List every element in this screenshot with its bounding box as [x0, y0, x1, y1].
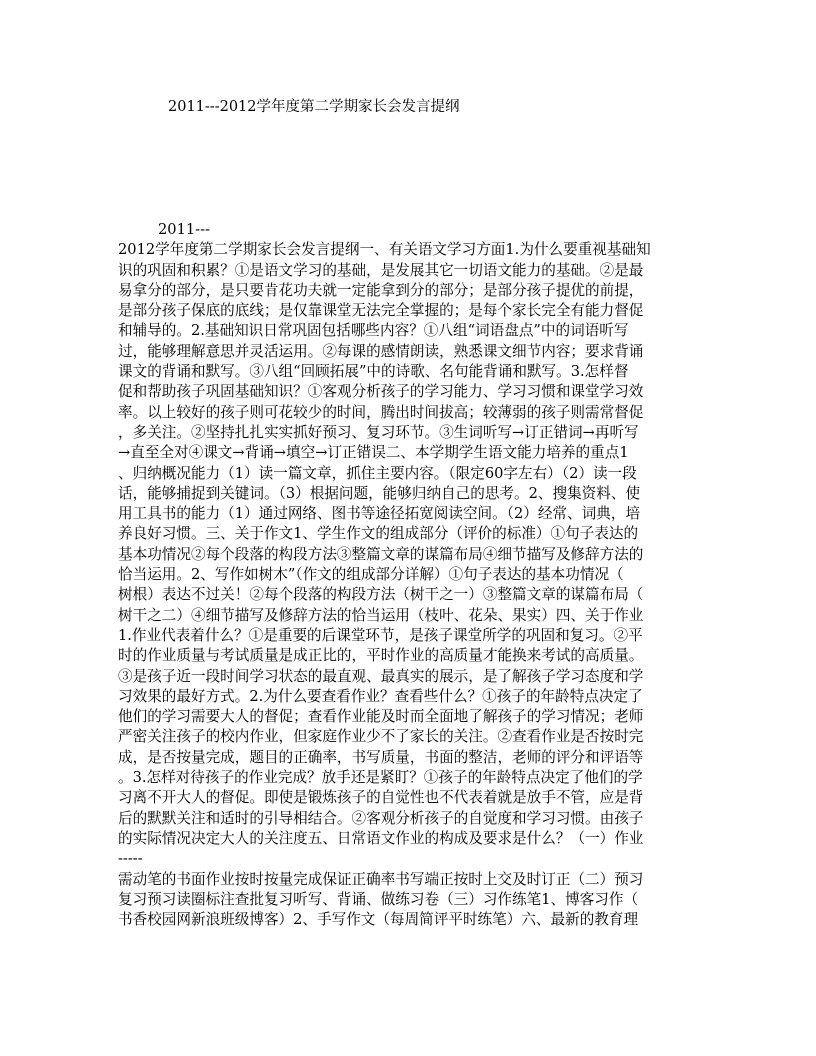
body-line: 。3.怎样对待孩子的作业完成？放手还是紧盯？①孩子的年龄特点决定了他们的学	[118, 769, 643, 787]
body-line: 书香校园网新浪班级博客）2、手写作文（每周简评平时练笔）六、最新的教育理	[118, 911, 639, 929]
body-line: ③是孩子近一段时间学习状态的最直观、最真实的展示，是了解孩子学习态度和学	[118, 667, 644, 685]
body-line: 后的默默关注和适时的引导相结合。②客观分析孩子的自觉度和学习习惯。由孩子	[118, 809, 644, 827]
body-line: 课文的背诵和默写。③八组“回顾拓展”中的诗歌、名句能背诵和默写。3.怎样督	[118, 363, 629, 381]
body-line: 基本功情况②每个段落的构段方法③整篇文章的谋篇布局④细节描写及修辞方法的	[118, 545, 644, 563]
document-body	[118, 220, 700, 930]
body-line: 树干之二）④细节描写及修辞方法的恰当运用（枝叶、花朵、果实）四、关于作业	[118, 606, 644, 624]
body-line: ，多关注。②坚持扎扎实实抓好预习、复习环节。③生词听写→订正错词→再听写	[118, 423, 639, 441]
body-line: 2012学年度第二学期家长会发言提纲一、有关语文学习方面1.为什么要重视基础知	[118, 241, 651, 259]
body-line: 和辅导的。2.基础知识日常巩固包括哪些内容？①八组“词语盘点”中的词语听写	[118, 322, 629, 340]
body-line: 他们的学习需要大人的督促；查看作业能及时而全面地了解孩子的学习情况；老师	[118, 708, 644, 726]
body-line: 是部分孩子保底的底线；是仅靠课堂无法完全掌握的；是每个家长完全有能力督促	[118, 302, 644, 320]
body-line: 恰当运用。2、写作如树木”（作文的组成部分详解）①句子表达的基本功情况（	[118, 566, 624, 584]
body-line: 复习预习读圈标注查批复习听写、背诵、做练习卷（三）习作练笔1、博客习作（	[118, 890, 639, 908]
document-title: 2011---2012学年度第二学期家长会发言提纲	[168, 99, 460, 115]
body-line: 习离不开大人的督促。即使是锻炼孩子的自觉性也不代表着就是放手不管，应是背	[118, 789, 644, 807]
body-line: 1.作业代表着什么？①是重要的后课堂环节，是孩子课堂所学的巩固和复习。②平	[118, 626, 643, 644]
body-line: 习效果的最好方式。2.为什么要查看作业？查看些什么？①孩子的年龄特点决定了	[118, 687, 643, 705]
body-line: 养良好习惯。三、关于作文1、学生作文的组成部分（评价的标准）①句子表达的	[118, 525, 639, 543]
body-line: 的实际情况决定大人的关注度五、日常语文作业的构成及要求是什么？（一）作业	[118, 829, 644, 847]
body-line: 需动笔的书面作业按时按量完成保证正确率书写端正按时上交及时订正（二）预习	[118, 870, 644, 888]
body-line: 树根）表达不过关！②每个段落的构段方法（树干之一）③整篇文章的谋篇布局（	[118, 586, 644, 604]
body-line: 易拿分的部分，是只要肯花功夫就一定能拿到分的部分；是部分孩子提优的前提，	[118, 281, 644, 299]
body-line: 严密关注孩子的校内作业，但家庭作业少不了家长的关注。②查看作业是否按时完	[118, 728, 644, 746]
body-line: 成，是否按量完成，题目的正确率，书写质量，书面的整洁，老师的评分和评语等	[118, 748, 644, 766]
body-line: 2011---	[158, 221, 210, 238]
body-line: 时的作业质量与考试质量是成正比的，平时作业的高质量才能换来考试的高质量。	[118, 647, 644, 665]
body-line: -----	[118, 850, 143, 868]
body-line: 率。以上较好的孩子则可花较少的时间，腾出时间拔高；较薄弱的孩子则需常督促	[118, 403, 644, 421]
body-line: 识的巩固和积累？①是语文学习的基础，是发展其它一切语文能力的基础。②是最	[118, 261, 644, 279]
body-line: 促和帮助孩子巩固基础知识？①客观分析孩子的学习能力、学习习惯和课堂学习效	[118, 383, 644, 401]
body-line: 过，能够理解意思并灵活运用。②每课的感情朗读，熟悉课文细节内容；要求背诵	[118, 342, 644, 360]
body-line: →直至全对④课文→背诵→填空→订正错误二、本学期学生语文能力培养的重点1	[118, 444, 629, 462]
body-line: 、归纳概况能力（1）读一篇文章，抓住主要内容。（限定60字左右）（2）读一段	[118, 464, 637, 482]
body-line: 用工具书的能力（1）通过网络、图书等途径拓宽阅读空间。（2）经常、词典，培	[118, 505, 641, 523]
body-line: 话，能够捕捉到关键词。（3）根据问题，能够归纳自己的思考。2、搜集资料、使	[118, 484, 641, 502]
